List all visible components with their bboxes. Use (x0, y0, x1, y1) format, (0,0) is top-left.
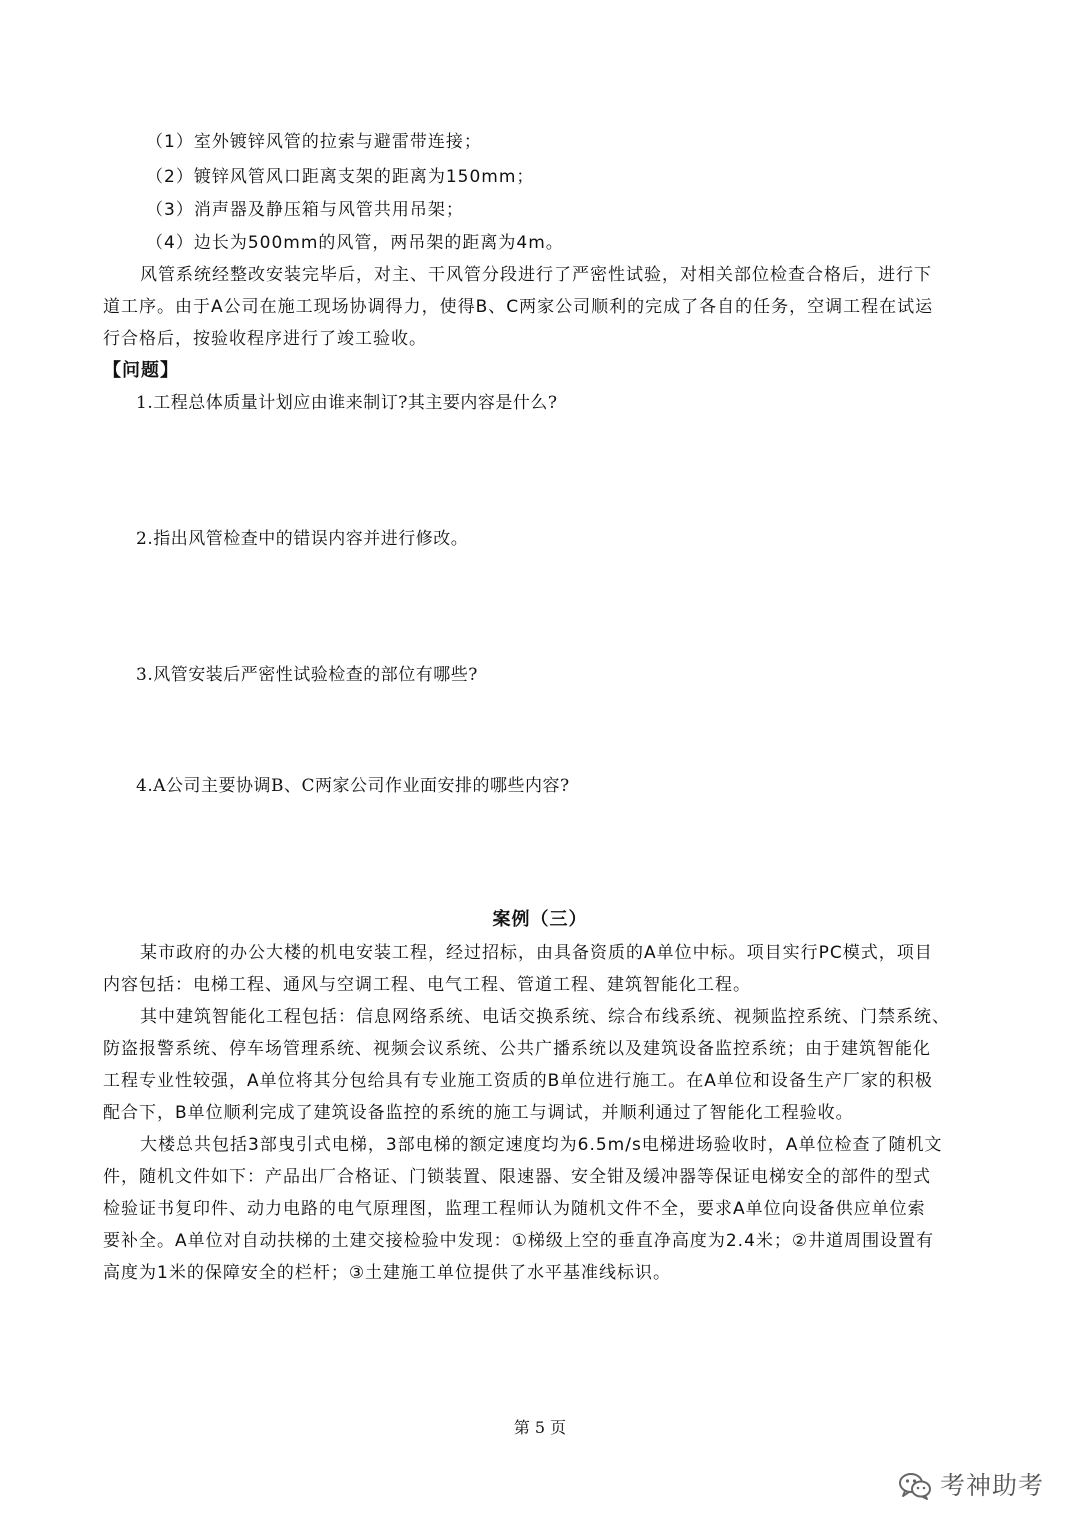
case-paragraph-3-line: 件，随机文件如下：产品出厂合格证、门锁装置、限速器、安全钳及缓冲器等保证电梯安全的部件的型式 (103, 1167, 931, 1187)
inspection-item-2: （2）镀锌风管风口距离支架的距离为150mm； (146, 167, 535, 187)
case-paragraph-2-line: 配合下，B单位顺利完成了建筑设备监控的系统的施工与调试，并顺利通过了智能化工程验收。 (103, 1103, 854, 1123)
question-4: 4.A公司主要协调B、C两家公司作业面安排的哪些内容? (136, 776, 570, 796)
case-title: 案例（三） (492, 909, 588, 930)
wechat-icon (898, 1471, 932, 1501)
inspection-item-4: （4）边长为500mm的风管，两吊架的距离为4m。 (146, 233, 564, 253)
question-2: 2.指出风管检查中的错误内容并进行修改。 (136, 529, 469, 549)
case-paragraph-2-line: 防盗报警系统、停车场管理系统、视频会议系统、公共广播系统以及建筑设备监控系统；由于建筑智能化 (103, 1039, 931, 1059)
paragraph-line: 行合格后，按验收程序进行了竣工验收。 (103, 329, 427, 349)
case-paragraph-1-line: 某市政府的办公大楼的机电安装工程，经过招标，由具备资质的A单位中标。项目实行PC模式，项目 (140, 943, 933, 963)
paragraph-line: 道工序。由于A公司在施工现场协调得力，使得B、C两家公司顺利的完成了各自的任务，空调工程在试运 (103, 297, 934, 317)
inspection-item-3: （3）消声器及静压箱与风管共用吊架； (146, 200, 464, 220)
case-paragraph-1-line: 内容包括：电梯工程、通风与空调工程、电气工程、管道工程、建筑智能化工程。 (103, 975, 751, 995)
case-paragraph-3-line: 检验证书复印件、动力电路的电气原理图，监理工程师认为随机文件不全，要求A单位向设备供应单位索 (103, 1199, 926, 1219)
inspection-item-1: （1）室外镀锌风管的拉索与避雷带连接； (146, 132, 482, 152)
questions-heading: 【问题】 (103, 360, 179, 381)
case-paragraph-3-line: 大楼总共包括3部曳引式电梯，3部电梯的额定速度均为6.5m/s电梯进场验收时，A单位检查了随机文 (140, 1135, 943, 1155)
case-paragraph-2-line: 工程专业性较强，A单位将其分包给具有专业施工资质的B单位进行施工。在A单位和设备生产厂家的积极 (103, 1071, 933, 1091)
case-paragraph-3-line: 要补全。A单位对自动扶梯的土建交接检验中发现：①梯级上空的垂直净高度为2.4米；②井道周围设置有 (103, 1231, 935, 1251)
page-number: 第 5 页 (513, 1418, 567, 1437)
question-1: 1.工程总体质量计划应由谁来制订?其主要内容是什么? (136, 393, 558, 413)
case-paragraph-2-line: 其中建筑智能化工程包括：信息网络系统、电话交换系统、综合布线系统、视频监控系统、门禁系统、 (140, 1007, 950, 1027)
paragraph-line: 风管系统经整改安装完毕后，对主、干风管分段进行了严密性试验，对相关部位检查合格后，进行下 (140, 265, 932, 285)
watermark-text: 考神助考 (940, 1471, 1045, 1500)
case-paragraph-3-line: 高度为1米的保障安全的栏杆；③土建施工单位提供了水平基准线标识。 (103, 1263, 672, 1283)
question-3: 3.风管安装后严密性试验检查的部位有哪些? (136, 665, 478, 685)
watermark (898, 1464, 1044, 1508)
